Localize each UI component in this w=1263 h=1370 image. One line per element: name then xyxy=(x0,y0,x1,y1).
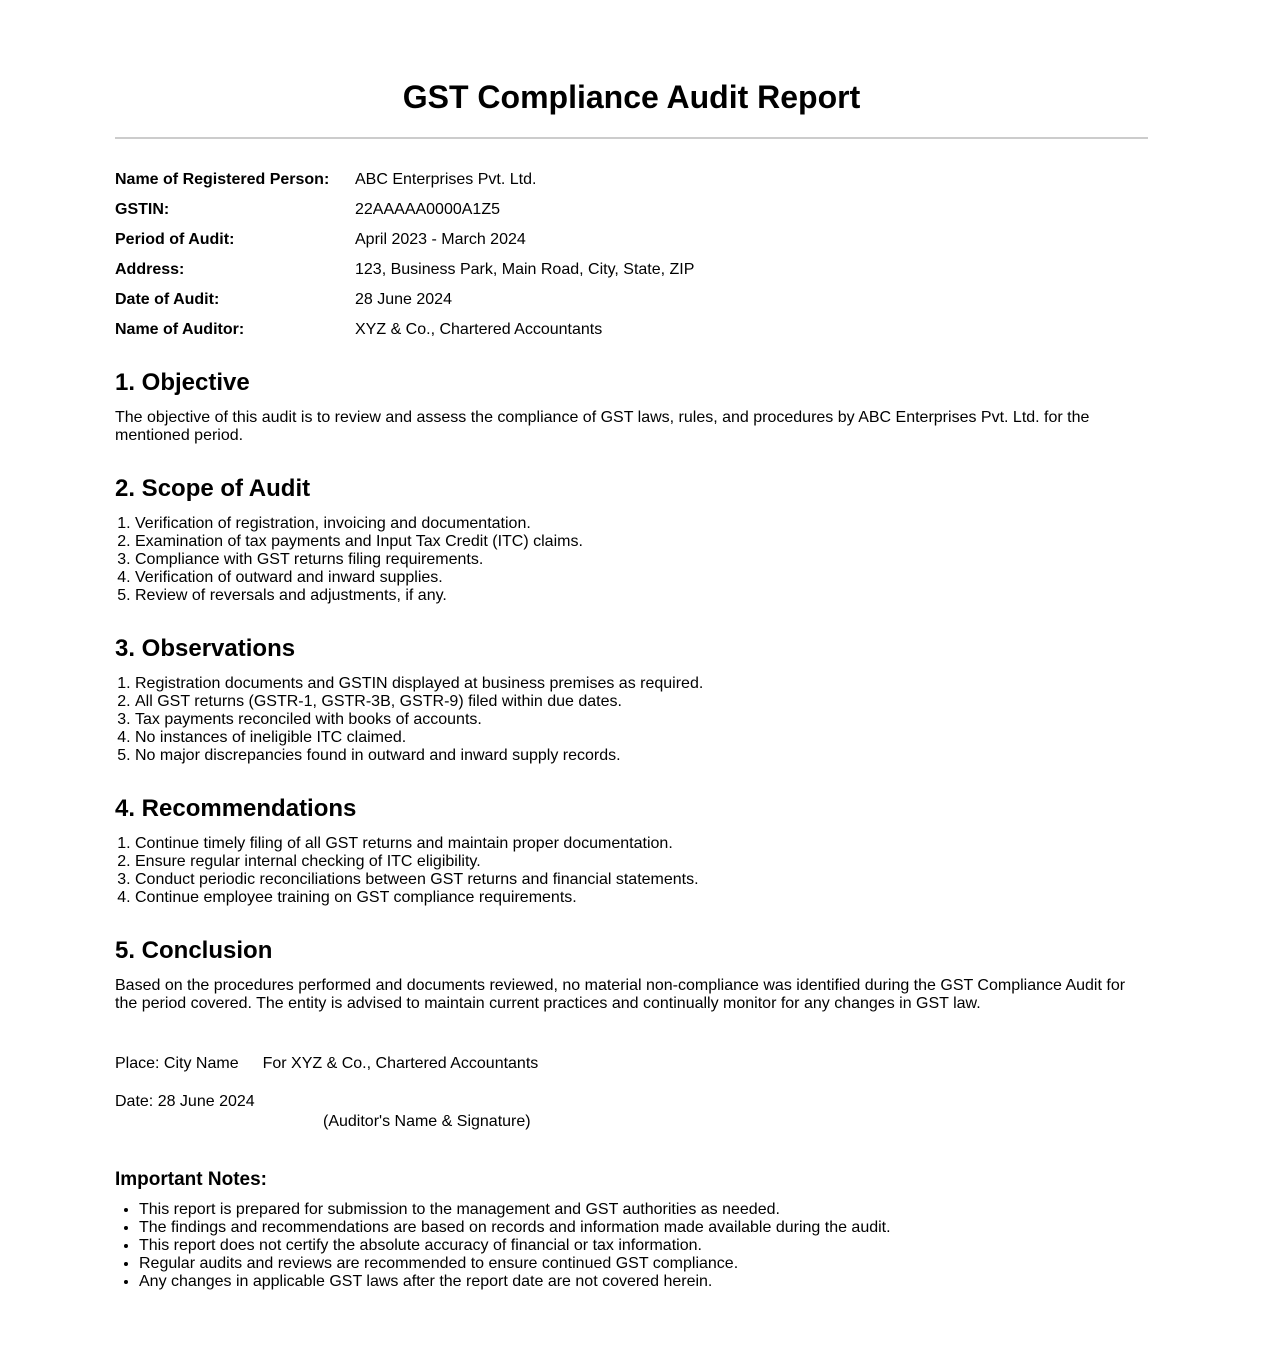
signature-date: Date: 28 June 2024 xyxy=(115,1093,255,1110)
section-heading-objective: 1. Objective xyxy=(115,369,250,396)
signature-row-place-firm xyxy=(115,1055,1148,1073)
signature-auditor-line: (Auditor's Name & Signature) xyxy=(323,1113,531,1130)
section-body-objective: The objective of this audit is to review and assess the compliance of GST laws, rules, and procedures by ABC Enterprises Pvt. Ltd. for the mentioned period. xyxy=(115,409,1090,444)
note-item: • This report is prepared for submission to the management and GST authorities as needed. xyxy=(139,1201,1148,1219)
field-value: 123, Business Park, Main Road, City, State, ZIP xyxy=(355,261,695,278)
section-heading-recommendations: 4. Recommendations xyxy=(115,795,357,822)
field-label: GSTIN: xyxy=(115,201,170,218)
observations-list xyxy=(115,675,1148,765)
field-value: 22AAAAA0000A1Z5 xyxy=(355,201,500,218)
field-row-registered-person xyxy=(115,171,1148,189)
list-item: 3. Tax payments reconciled with books of accounts. xyxy=(135,711,1148,729)
field-label: Period of Audit: xyxy=(115,231,235,248)
section-scope xyxy=(115,475,1148,605)
page-title: GST Compliance Audit Report xyxy=(402,79,861,115)
field-row-gstin xyxy=(115,201,1148,219)
section-heading-observations: 3. Observations xyxy=(115,635,296,662)
list-item: 1. Registration documents and GSTIN displayed at business premises as required. xyxy=(135,675,1148,693)
section-heading-conclusion: 5. Conclusion xyxy=(115,937,273,964)
note-item: • Any changes in applicable GST laws after the report date are not covered herein. xyxy=(139,1273,1148,1291)
section-conclusion xyxy=(115,937,1148,1013)
section-observations xyxy=(115,635,1148,765)
field-value: April 2023 - March 2024 xyxy=(355,231,526,248)
list-item: 5. Review of reversals and adjustments, if any. xyxy=(135,587,1148,605)
list-item: 5. No major discrepancies found in outward and inward supply records. xyxy=(135,747,1148,765)
signature-place: Place: City Name xyxy=(115,1055,239,1072)
field-label: Date of Audit: xyxy=(115,291,220,308)
field-row-address xyxy=(115,261,1148,279)
note-item: • Regular audits and reviews are recommended to ensure continued GST compliance. xyxy=(139,1255,1148,1273)
list-item: 2. Ensure regular internal checking of ITC eligibility. xyxy=(135,853,1148,871)
section-objective xyxy=(115,369,1148,445)
scope-list xyxy=(115,515,1148,605)
list-item: 2. Examination of tax payments and Input Tax Credit (ITC) claims. xyxy=(135,533,1148,551)
recommendations-list xyxy=(115,835,1148,907)
section-body-conclusion: Based on the procedures performed and documents reviewed, no material non-compliance was identified during the GST Compliance Audit for the period covered. The entity is advised to maintain current practices and continually monitor for any changes in GST law. xyxy=(115,977,1126,1012)
list-item: 4. No instances of ineligible ITC claimed. xyxy=(135,729,1148,747)
field-label: Name of Registered Person: xyxy=(115,171,330,188)
title-divider xyxy=(115,137,1148,139)
list-item: 3. Conduct periodic reconciliations between GST returns and financial statements. xyxy=(135,871,1148,889)
field-row-auditor-name xyxy=(115,321,1148,339)
field-label: Address: xyxy=(115,261,185,278)
field-label: Name of Auditor: xyxy=(115,321,245,338)
section-recommendations xyxy=(115,795,1148,907)
note-item: • This report does not certify the absolute accuracy of financial or tax information. xyxy=(139,1237,1148,1255)
field-row-period-of-audit xyxy=(115,231,1148,249)
header-fields xyxy=(115,171,1148,339)
field-row-date-of-audit xyxy=(115,291,1148,309)
list-item: 1. Continue timely filing of all GST returns and maintain proper documentation. xyxy=(135,835,1148,853)
signature-block xyxy=(115,1055,1148,1131)
list-item: 2. All GST returns (GSTR-1, GSTR-3B, GSTR-9) filed within due dates. xyxy=(135,693,1148,711)
list-item: 3. Compliance with GST returns filing requirements. xyxy=(135,551,1148,569)
signature-firm: For XYZ & Co., Chartered Accountants xyxy=(262,1055,539,1072)
notes-list xyxy=(115,1201,1148,1291)
section-heading-scope: 2. Scope of Audit xyxy=(115,475,311,502)
list-item: 4. Verification of outward and inward supplies. xyxy=(135,569,1148,587)
field-value: XYZ & Co., Chartered Accountants xyxy=(355,321,603,338)
field-value: ABC Enterprises Pvt. Ltd. xyxy=(355,171,537,188)
list-item: 4. Continue employee training on GST compliance requirements. xyxy=(135,889,1148,907)
note-item: • The findings and recommendations are based on records and information made available during the audit. xyxy=(139,1219,1148,1237)
field-value: 28 June 2024 xyxy=(355,291,452,308)
list-item: 1. Verification of registration, invoicing and documentation. xyxy=(135,515,1148,533)
notes-heading: Important Notes: xyxy=(115,1169,267,1190)
